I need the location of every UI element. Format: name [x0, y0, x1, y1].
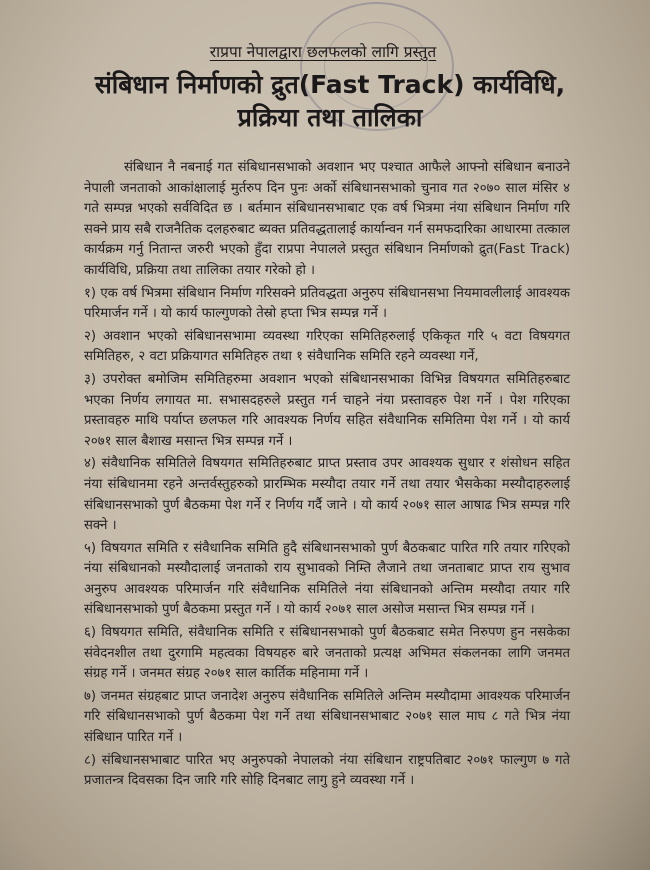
list-item-4: ४) संवैधानिक समितिले विषयगत समितिहरुबाट प्राप्त प्रस्ताव उपर आवश्यक सुधार र शंसोधन सहित नंया संबिधानमा रहने अन्तर्वस्तुहरुको प्रारम्भिक मस्यौदा तयार गर्ने तथा तयार भैसकेका मस्यौदाहरुलाई संबिधानसभाको पुर्ण बैठकमा पेश गर्ने र निर्णय गर्दै जाने । यो कार्य २०७१ साल आषाढ भित्र सम्पन्न गरि सक्ने । — [84, 456, 570, 534]
list-item-2: २) अवशान भएको संबिधानसभामा व्यवस्था गरिएका समितिहरुलाई एकिकृत गरि ५ वटा विषयगत समितिहरु, २ वटा प्रक्रियागत समितिहरु तथा १ संवैधानिक समिति रहने व्यवस्था गर्ने, — [84, 328, 570, 365]
title-line-1: संबिधान निर्माणको द्रुत(Fast Track) कार्यविधि, — [94, 70, 566, 99]
list-item-8: ८) संबिधानसभाबाट पारित भए अनुरुपको नेपालको नंया संबिधान राष्ट्रपतिबाट २०७१ फाल्गुण ७ गते प्रजातन्त्र दिवसका दिन जारि गरि सोहि दिनबाट लागु हुने व्यवस्था गर्ने । — [84, 752, 570, 789]
document-subheading: राप्रपा नेपालद्वारा छलफलको लागि प्रस्तुत — [209, 43, 437, 61]
document-title — [60, 68, 600, 134]
list-item-1: १) एक वर्ष भित्रमा संबिधान निर्माण गरिसक्ने प्रतिवद्धता अनुरुप संबिधानसभा नियमावलीलाई आवश्यक परिमार्जन गर्ने । यो कार्य फाल्गुणको तेस्रो हप्ता भित्र सम्पन्न गर्ने । — [84, 285, 570, 322]
list-item-3: ३) उपरोक्त बमोजिम समितिहरुमा अवशान भएको संबिधानसभाका विभिन्न विषयगत समितिहरुबाट भएका निर्णय लगायत मा. सभासदहरुले प्रस्तुत गर्न चाहने नंया प्रस्तावहरु पेश गर्ने । पेश गरिएका प्रस्तावहरु माथि पर्याप्त छलफल गरि आवश्यक निर्णय सहित संवैधानिक समितिमा पेश गर्ने । यो कार्य २०७१ साल बैशाख मसान्त भित्र सम्पन्न गर्ने । — [84, 371, 570, 449]
list-item-6: ६) विषयगत समिति, संवैधानिक समिति र संबिधानसभाको पुर्ण बैठकबाट समेत निरुपण हुन नसकेका संवेदनशील तथा दुरगामि महत्वका विषयहरु बारे जनताको प्रत्यक्ष अभिमत संकलनका लागि जनमत संग्रह गर्ने । जनमत संग्रह २०७१ साल कार्तिक महिनामा गर्ने । — [84, 625, 570, 682]
document-body — [84, 158, 570, 794]
title-line-2: प्रक्रिया तथा तालिका — [237, 103, 423, 132]
list-item-5: ५) विषयगत समिति र संवैधानिक समिति हुदै संबिधानसभाको पुर्ण बैठकबाट पारित गरि तयार गरिएको नंया संबिधानको मस्यौदालाई जनताको राय सुभावको निम्ति लैजाने तथा जनताबाट प्राप्त राय सुभाव अनुरुप आवश्यक परिमार्जन गरि संवैधानिक समितिले नंया संबिधानको अन्तिम मस्यौदा तयार गरि संबिधानसभाको पुर्ण बैठकमा प्रस्तुत गर्ने । यो कार्य २०७१ साल असोज मसान्त भित्र सम्पन्न गर्ने । — [84, 540, 570, 618]
list-item-7: ७) जनमत संग्रहबाट प्राप्त जनादेश अनुरुप संवैधानिक समितिले अन्तिम मस्यौदामा आवश्यक परिमार्जन गरि संबिधानसभाको पुर्ण बैठकमा पेश गर्ने तथा संबिधानसभाबाट २०७१ साल माघ ८ गते भित्र नंया संबिधान पारित गर्ने । — [84, 688, 570, 746]
intro-paragraph: संबिधान नै नबनाई गत संबिधानसभाको अवशान भए पश्चात आफैले आफ्नो संबिधान बनाउने नेपाली जनताको आकांक्षालाई मुर्तरुप दिन पुनः अर्को संबिधानसभाको चुनाव गत २०७० साल मंसिर ४ गते सम्पन्न भएको सर्वविदित छ । बर्तमान संबिधानसभाबाट एक वर्ष भित्रमा नंया संबिधान निर्माण गरि सक्ने प्राय सबै राजनैतिक दलहरुबाट ब्यक्त प्रतिवद्धतालाई कार्यान्वन गर्न समफदारिका आधारमा तत्काल कार्यक्रम गर्नु नितान्त जरुरी भएको हुँदा राप्रपा नेपालले प्रस्तुत संबिधान निर्माणको द्रुत(Fast Track) कार्यविधि, प्रक्रिया तथा तालिका तयार गरेको हो । — [84, 160, 570, 278]
